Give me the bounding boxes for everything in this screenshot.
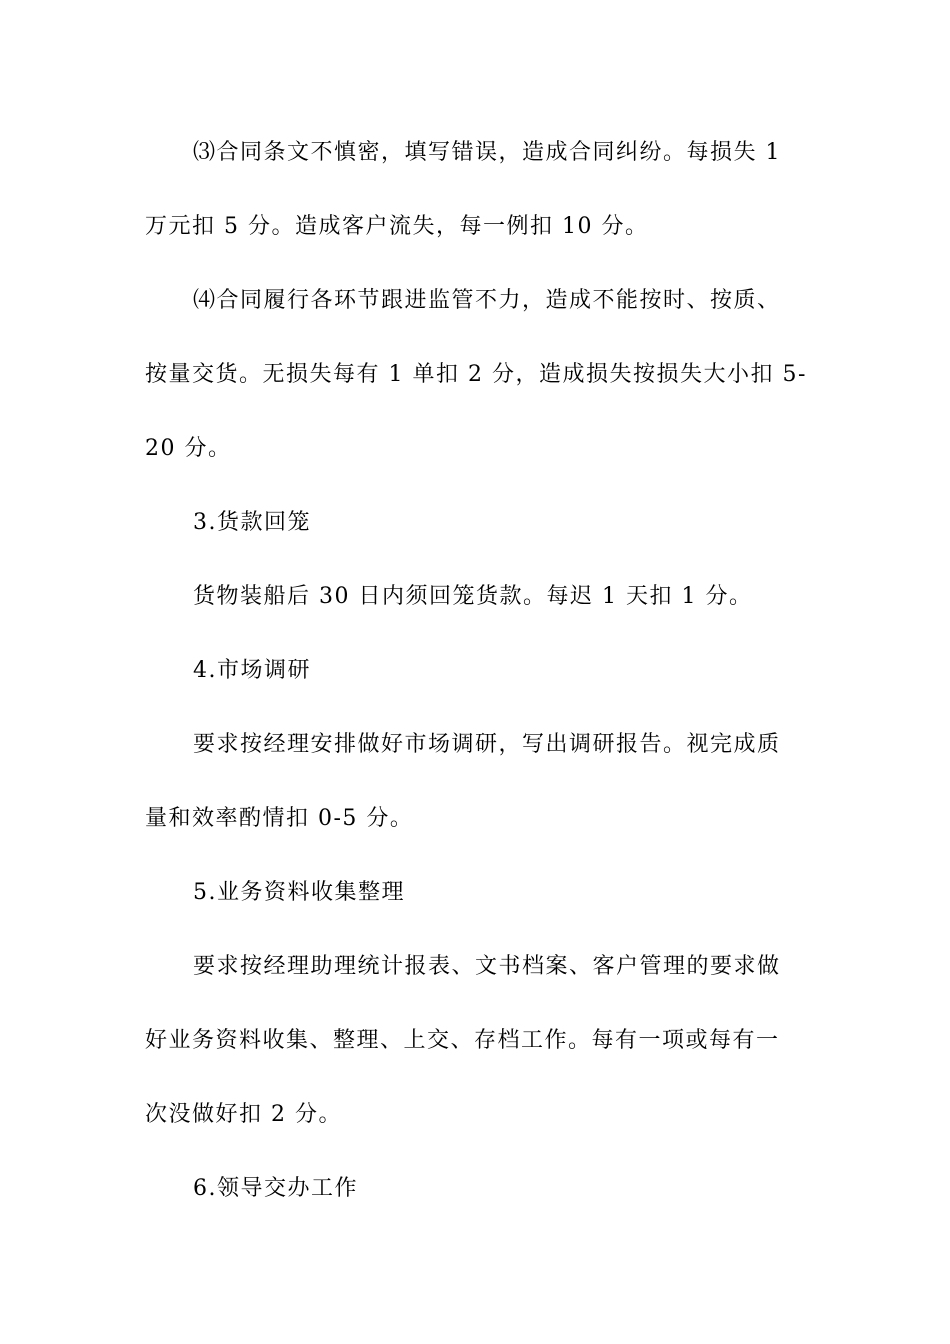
text-line: 次没做好扣 2 分。 — [145, 1102, 342, 1127]
section-heading-records — [145, 874, 793, 911]
section-heading: 6.领导交办工作 — [193, 1176, 358, 1201]
text-line: 要求按经理助理统计报表、文书档案、客户管理的要求做 — [193, 954, 781, 979]
section-heading-assigned-tasks — [145, 1170, 793, 1207]
text-line: ⑷合同履行各环节跟进监管不力，造成不能按时、按质、 — [193, 288, 781, 313]
text-line: 要求按经理安排做好市场调研，写出调研报告。视完成质 — [193, 732, 781, 757]
text-line: 货物装船后 30 日内须回笼货款。每迟 1 天扣 1 分。 — [193, 584, 753, 609]
section-heading-payment — [145, 504, 793, 541]
paragraph-market-research — [145, 726, 793, 837]
text-line: ⑶合同条文不慎密，填写错误，造成合同纠纷。每损失 1 — [193, 140, 781, 165]
text-line: 量和效率酌情扣 0-5 分。 — [145, 806, 414, 831]
text-line: 好业务资料收集、整理、上交、存档工作。每有一项或每有一 — [145, 1028, 780, 1053]
paragraph-contract-performance — [145, 282, 807, 467]
text-line: 20 分。 — [145, 436, 232, 461]
text-line: 万元扣 5 分。造成客户流失，每一例扣 10 分。 — [145, 214, 649, 239]
paragraph-contract-terms — [145, 134, 793, 245]
text-line: 按量交货。无损失每有 1 单扣 2 分，造成损失按损失大小扣 5- — [145, 362, 807, 387]
paragraph-payment — [145, 578, 793, 615]
document-body — [145, 134, 807, 1244]
section-heading-market-research — [145, 652, 793, 689]
paragraph-records — [145, 948, 793, 1133]
section-heading: 5.业务资料收集整理 — [193, 880, 405, 905]
section-heading: 3.货款回笼 — [193, 510, 311, 535]
section-heading: 4.市场调研 — [193, 658, 311, 683]
